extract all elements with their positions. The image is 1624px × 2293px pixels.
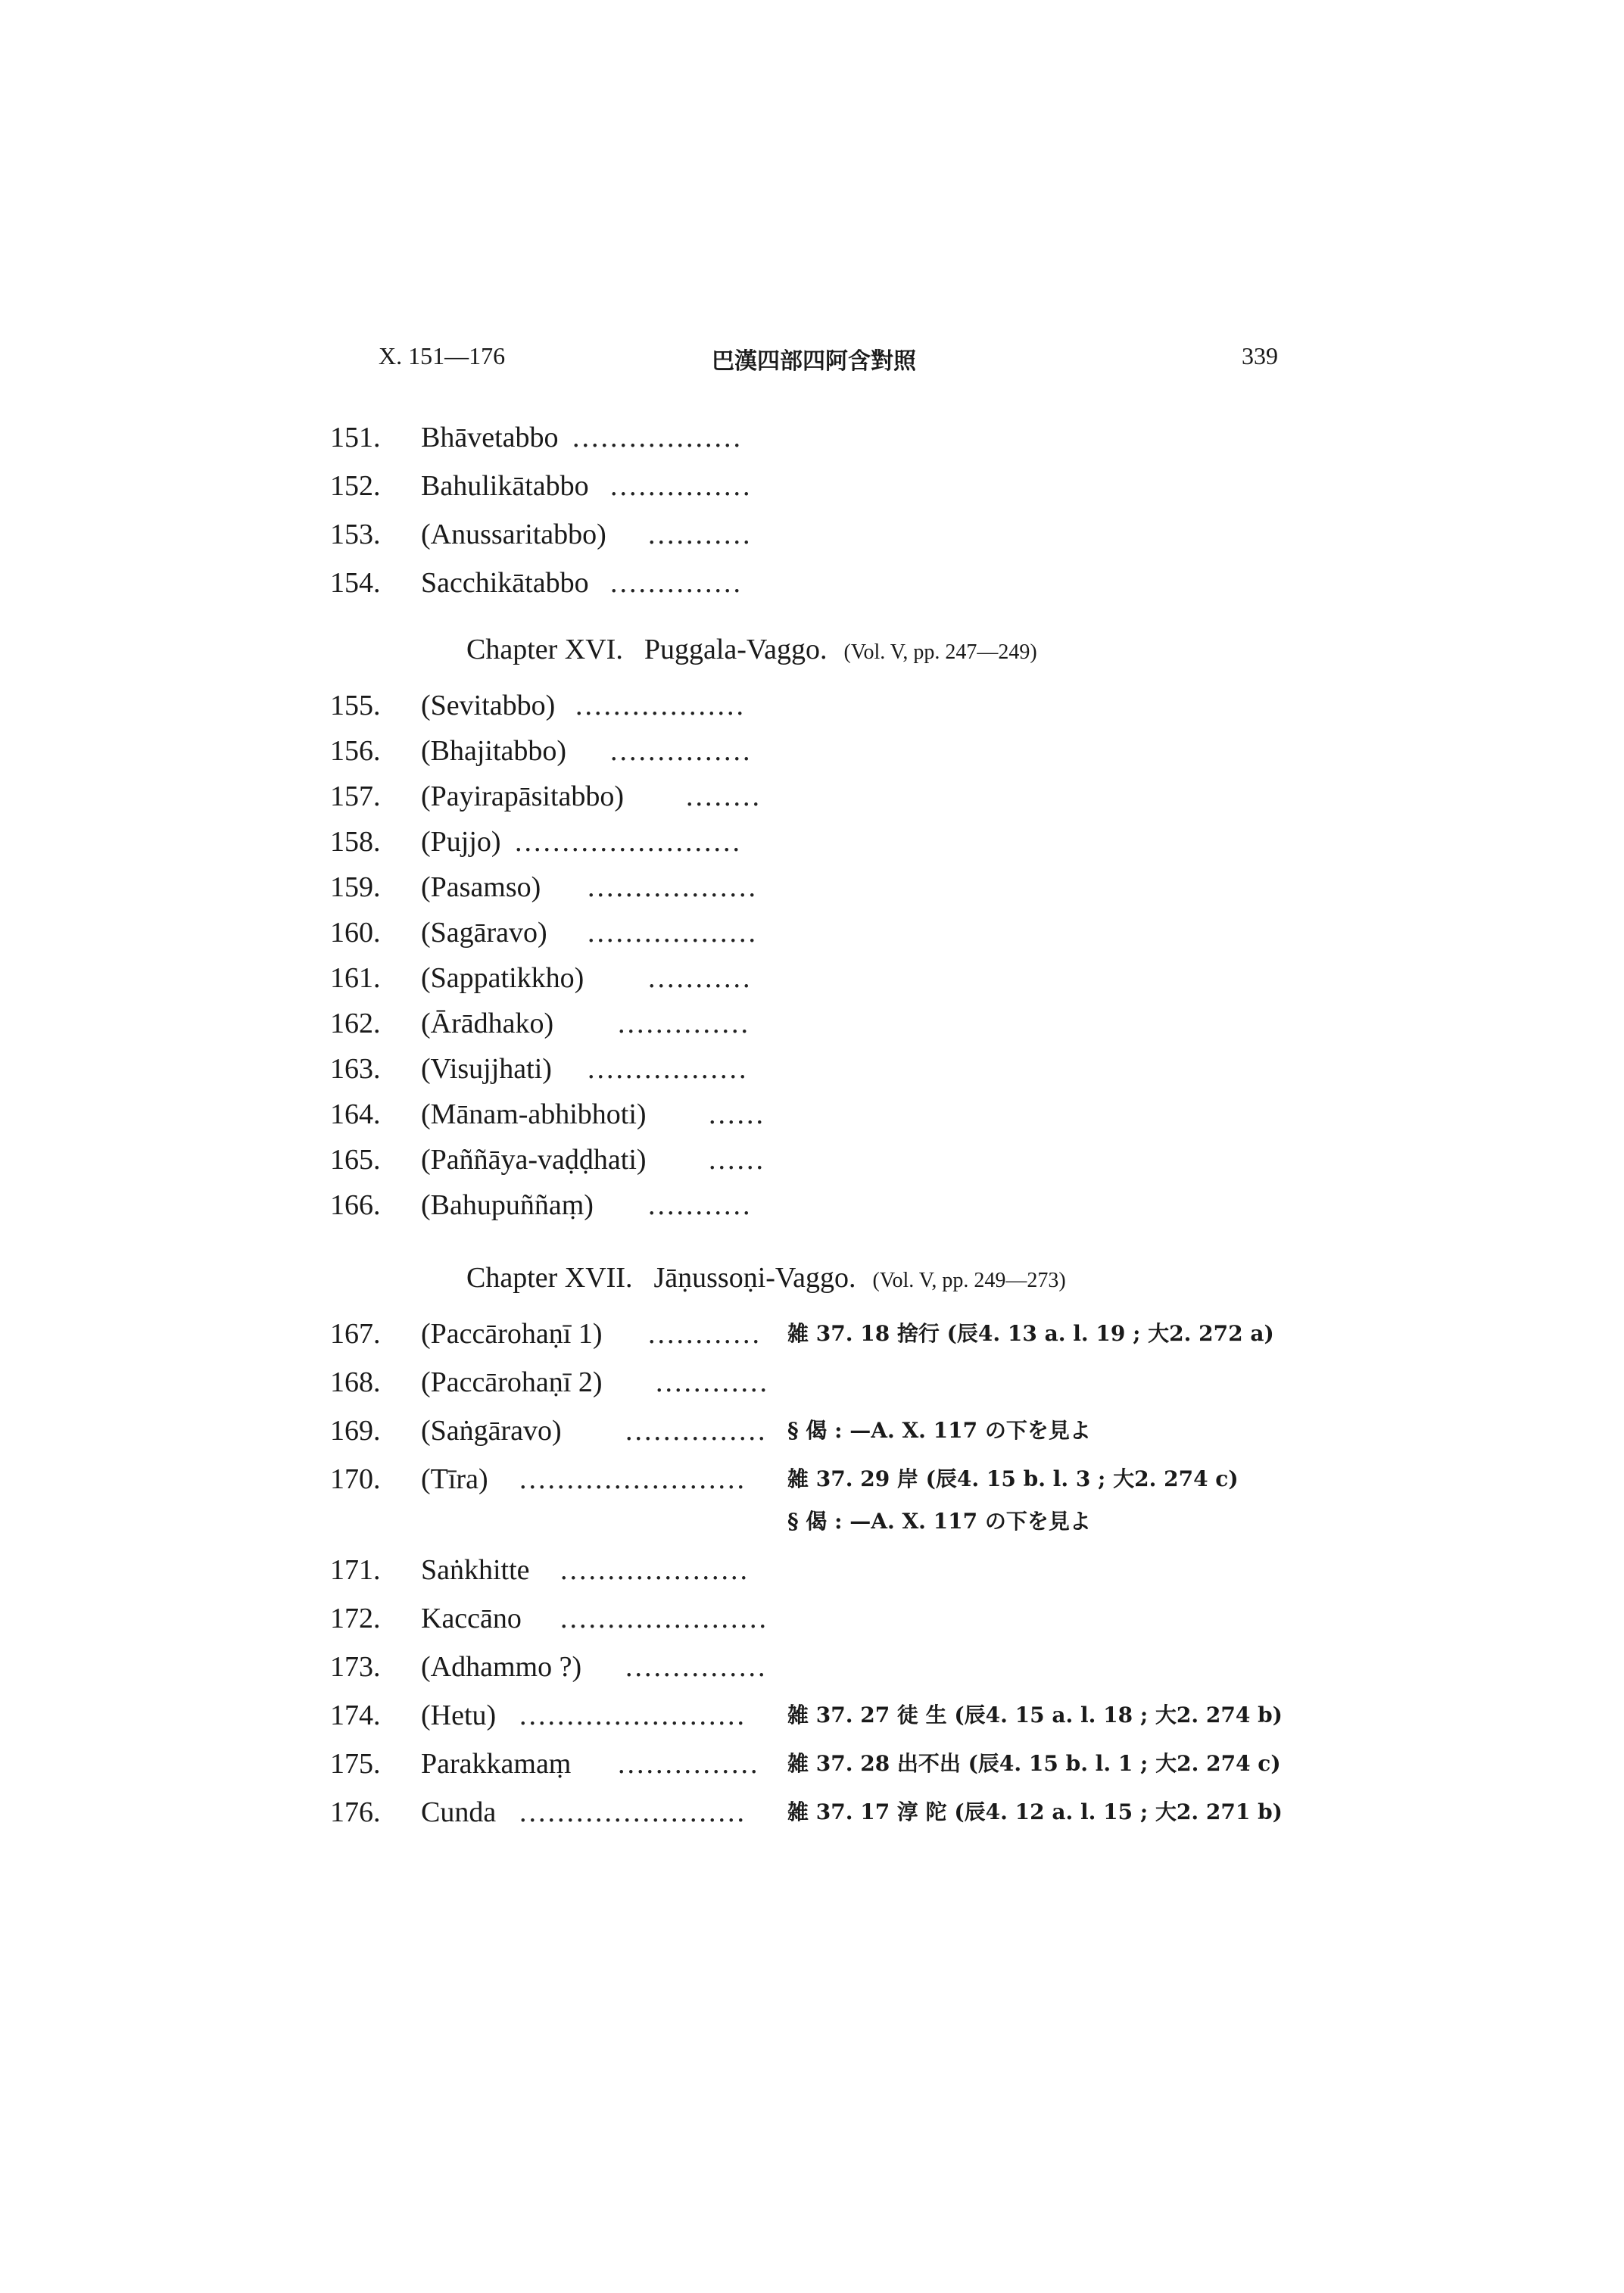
- entry-title: (Paccārohaṇī 1): [421, 1318, 603, 1350]
- entry-title: (Tīra): [421, 1463, 488, 1495]
- entry-number: 169.: [330, 1415, 381, 1447]
- leader-dots: ...............: [610, 470, 753, 502]
- leader-dots: ......: [709, 1098, 765, 1130]
- entry-number: 166.: [330, 1189, 381, 1221]
- leader-dots: ...............: [625, 1415, 768, 1447]
- cross-reference: 雑 37. 27 徒 生 (辰4. 15 a. l. 18 ; 大2. 274 b): [787, 1703, 1283, 1728]
- entry-number: 160.: [330, 917, 381, 949]
- entry-number: 157.: [330, 780, 381, 812]
- entry-number: 154.: [330, 567, 381, 599]
- running-header-range: X. 151—176: [379, 342, 506, 369]
- entry-title: (Hetu): [421, 1699, 497, 1731]
- entry-number: 175.: [330, 1748, 381, 1780]
- entry-title: Bahulikātabbo: [421, 470, 589, 502]
- chapter-heading: [466, 1261, 1066, 1294]
- entry-number: 163.: [330, 1053, 381, 1085]
- leader-dots: ........................: [519, 1796, 747, 1828]
- entry-title: (Paccārohaṇī 2): [421, 1366, 603, 1398]
- entry-number: 173.: [330, 1651, 381, 1683]
- chapter-volume-ref: (Vol. V, pp. 249—273): [872, 1269, 1066, 1292]
- cross-reference: § 偈 : —A. X. 117 の下を見よ: [787, 1509, 1091, 1534]
- leader-dots: ........................: [515, 826, 742, 858]
- chapter-volume-ref: (Vol. V, pp. 247—249): [843, 640, 1037, 664]
- entry-title: (Anussaritabbo): [421, 519, 606, 550]
- leader-dots: ..................: [588, 917, 758, 949]
- entry-number: 152.: [330, 470, 381, 502]
- entry-number: 158.: [330, 826, 381, 858]
- cross-reference: 雑 37. 28 出不出 (辰4. 15 b. l. 1 ; 大2. 274 c): [787, 1751, 1281, 1776]
- entry-number: 176.: [330, 1796, 381, 1828]
- leader-dots: ........................: [519, 1463, 747, 1495]
- running-header-title: 巴漢四部四阿含對照: [712, 348, 916, 375]
- entry-title: Saṅkhitte: [421, 1554, 530, 1586]
- entry-title: (Visujjhati): [421, 1053, 552, 1085]
- entry-number: 159.: [330, 871, 381, 903]
- leader-dots: ...........: [648, 519, 753, 550]
- leader-dots: ....................: [560, 1554, 750, 1586]
- entry-title: (Bhajitabbo): [421, 735, 567, 767]
- cross-reference: 雑 37. 18 捨行 (辰4. 13 a. l. 19 ; 大2. 272 a): [787, 1321, 1274, 1346]
- cross-reference: 雑 37. 29 岸 (辰4. 15 b. l. 3 ; 大2. 274 c): [787, 1466, 1239, 1491]
- entry-title: Sacchikātabbo: [421, 567, 589, 599]
- cross-reference: 雑 37. 17 淳 陀 (辰4. 12 a. l. 15 ; 大2. 271 b): [787, 1799, 1283, 1824]
- chapter-name: Jāṇussoṇi-Vaggo.: [653, 1262, 856, 1294]
- leader-dots: ........: [686, 780, 762, 812]
- entry-title: (Payirapāsitabbo): [421, 780, 625, 812]
- leader-dots: ........................: [519, 1699, 747, 1731]
- entry-number: 171.: [330, 1554, 381, 1586]
- entry-number: 174.: [330, 1699, 381, 1731]
- entry-title: (Bahupuññaṃ): [421, 1189, 594, 1221]
- entry-title: (Saṅgāravo): [421, 1415, 562, 1447]
- chapter-label: Chapter XVII.: [466, 1262, 633, 1294]
- entry-title: (Sagāravo): [421, 917, 547, 949]
- entry-title: (Mānam-abhibhoti): [421, 1098, 647, 1130]
- leader-dots: ..............: [618, 1008, 750, 1039]
- entry-number: 153.: [330, 519, 381, 550]
- entry-title: (Sappatikkho): [421, 962, 584, 994]
- leader-dots: ...........: [648, 1189, 753, 1221]
- entry-number: 156.: [330, 735, 381, 767]
- chapter-heading: [466, 633, 1037, 666]
- leader-dots: ...............: [610, 735, 753, 767]
- leader-dots: ............: [656, 1366, 769, 1398]
- entry-number: 162.: [330, 1008, 381, 1039]
- entry-number: 165.: [330, 1144, 381, 1176]
- chapter-name: Puggala-Vaggo.: [644, 634, 828, 665]
- leader-dots: ...............: [618, 1748, 760, 1780]
- leader-dots: ......: [709, 1144, 765, 1176]
- entry-number: 151.: [330, 422, 381, 453]
- leader-dots: ..................: [588, 871, 758, 903]
- entry-title: (Adhammo ?): [421, 1651, 582, 1683]
- entry-number: 172.: [330, 1603, 381, 1634]
- leader-dots: ..................: [575, 690, 746, 721]
- entry-number: 168.: [330, 1366, 381, 1398]
- entry-number: 164.: [330, 1098, 381, 1130]
- leader-dots: ............: [648, 1318, 762, 1350]
- leader-dots: ..................: [572, 422, 743, 453]
- entry-number: 170.: [330, 1463, 381, 1495]
- entry-title: (Pujjo): [421, 826, 501, 858]
- cross-reference: § 偈 : —A. X. 117 の下を見よ: [787, 1418, 1091, 1443]
- leader-dots: ..............: [610, 567, 743, 599]
- entry-title: Cunda: [421, 1796, 497, 1828]
- entry-title: (Pasamso): [421, 871, 541, 903]
- entry-number: 155.: [330, 690, 381, 721]
- entry-title: (Ārādhako): [421, 1008, 554, 1039]
- leader-dots: ...............: [625, 1651, 768, 1683]
- entry-title: (Paññāya-vaḍḍhati): [421, 1144, 647, 1176]
- entry-number: 167.: [330, 1318, 381, 1350]
- entry-title: Parakkamaṃ: [421, 1748, 572, 1780]
- page-number: 339: [1242, 342, 1278, 369]
- chapter-label: Chapter XVI.: [466, 634, 623, 665]
- leader-dots: ......................: [560, 1603, 768, 1634]
- entry-number: 161.: [330, 962, 381, 994]
- entry-title: Kaccāno: [421, 1603, 522, 1634]
- leader-dots: .................: [588, 1053, 749, 1085]
- entry-title: (Sevitabbo): [421, 690, 556, 721]
- entry-title: Bhāvetabbo: [421, 422, 559, 453]
- leader-dots: ...........: [648, 962, 753, 994]
